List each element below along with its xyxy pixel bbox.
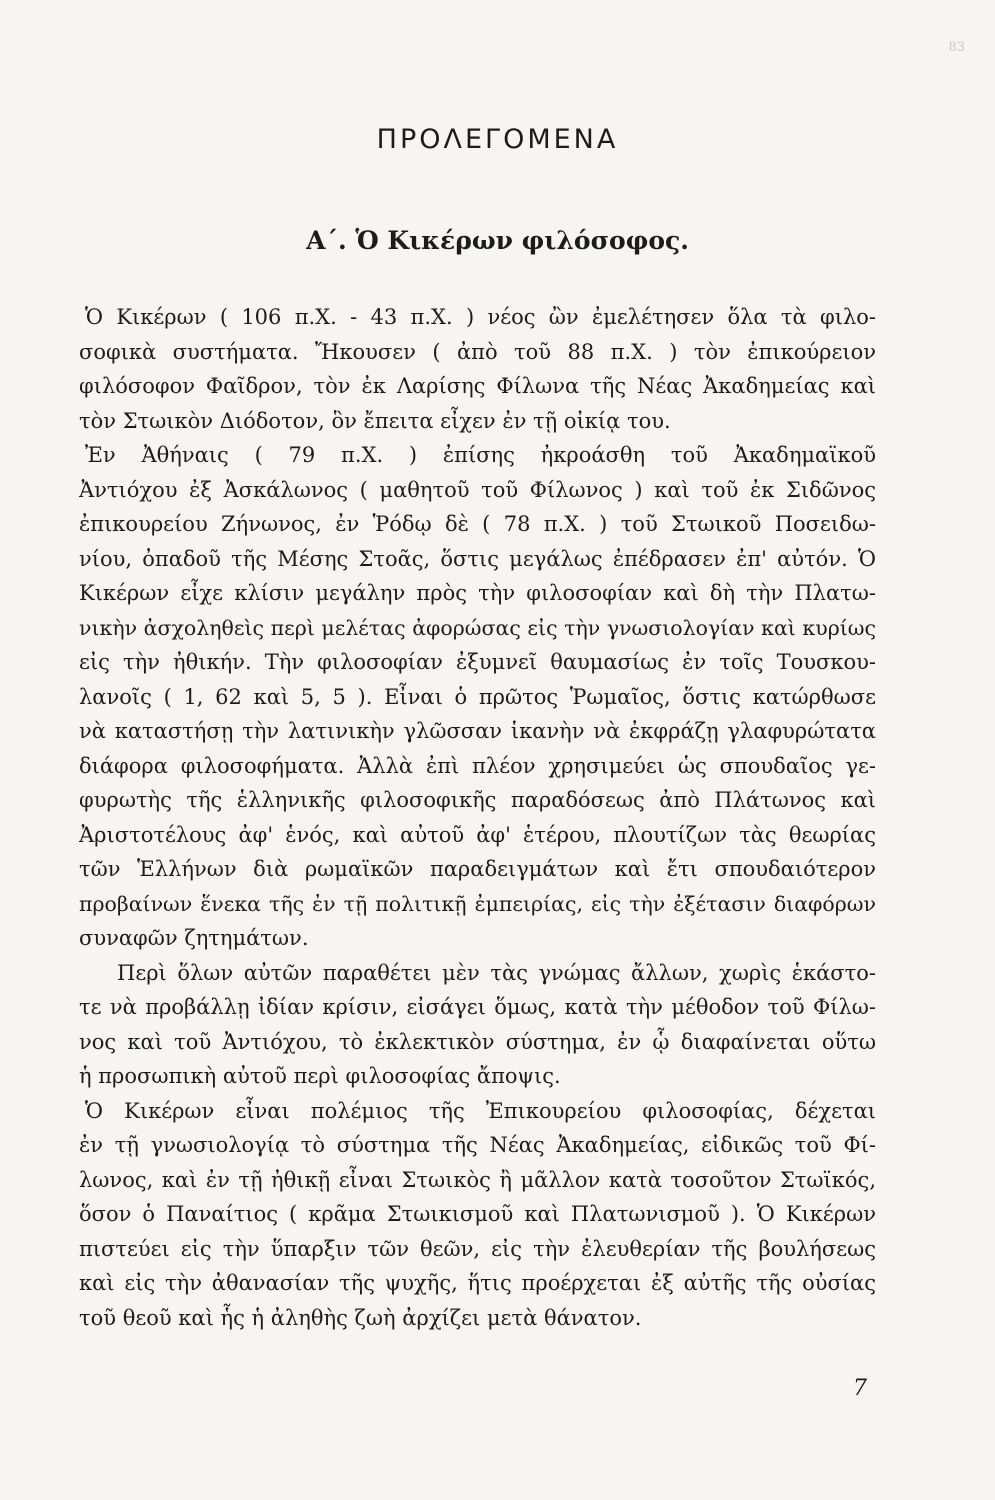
main-title: ΠΡΟΛΕΓΟΜΕΝΑ <box>376 124 619 155</box>
text-line: Περὶ ὅλων αὐτῶν παραθέτει μὲν τὰς γνώμας ἄλλων, χωρὶς ἑκάστο- <box>117 960 876 985</box>
text-line: Κικέρων εἶχε κλίσιν μεγάλην πρὸς τὴν φιλοσοφίαν καὶ δὴ τὴν Πλατω- <box>79 581 876 605</box>
text-line: Ἐν Ἀθήναις ( 79 π.Χ. ) ἐπίσης ἠκροάσθη τοῦ Ἀκαδημαϊκοῦ <box>85 443 876 467</box>
body-text <box>79 300 876 1335</box>
text-line: ἐπικουρείου Ζήνωνος, ἐν Ῥόδῳ δὲ ( 78 π.Χ. ) τοῦ Στωικοῦ Ποσειδω- <box>79 512 876 536</box>
text-line: καὶ εἰς τὴν ἀθανασίαν τῆς ψυχῆς, ἥτις προέρχεται ἐξ αὐτῆς τῆς οὐσίας <box>79 1271 876 1295</box>
text-line: τε νὰ προβάλλῃ ἰδίαν κρίσιν, εἰσάγει ὅμως, κατὰ τὴν μέθοδον τοῦ Φίλω- <box>79 995 876 1019</box>
text-line: νίου, ὀπαδοῦ τῆς Μέσης Στοᾶς, ὅστις μεγάλως ἐπέδρασεν ἐπ' αὐτόν. Ὁ <box>79 546 876 571</box>
text-line: τοῦ θεοῦ καὶ ἧς ἡ ἀληθὴς ζωὴ ἀρχίζει μετὰ θάνατον. <box>79 1305 642 1330</box>
text-line: ἡ προσωπικὴ αὐτοῦ περὶ φιλοσοφίας ἄποψις. <box>79 1064 561 1088</box>
text-line: φυρωτὴς τῆς ἑλληνικῆς φιλοσοφικῆς παραδόσεως ἀπὸ Πλάτωνος καὶ <box>79 788 876 812</box>
text-line: Ἀντιόχου ἐξ Ἀσκάλωνος ( μαθητοῦ τοῦ Φίλωνος ) καὶ τοῦ ἐκ Σιδῶνος <box>79 477 876 502</box>
text-line: Ἀριστοτέλους ἀφ' ἑνός, καὶ αὐτοῦ ἀφ' ἑτέρου, πλουτίζων τὰς θεωρίας <box>79 822 876 847</box>
text-line: νος καὶ τοῦ Ἀντιόχου, τὸ ἐκλεκτικὸν σύστημα, ἐν ᾧ διαφαίνεται οὕτω <box>79 1029 876 1054</box>
faded-corner-page-mark: 83 <box>948 40 965 55</box>
text-line: Ὁ Κικέρων εἶναι πολέμιος τῆς Ἐπικουρείου φιλοσοφίας, δέχεται <box>85 1098 876 1123</box>
text-line: τῶν Ἑλλήνων διὰ ρωμαϊκῶν παραδειγμάτων καὶ ἔτι σπουδαιότερον <box>79 857 876 881</box>
text-line: ἐν τῇ γνωσιολογίᾳ τὸ σύστημα τῆς Νέας Ἀκαδημείας, εἰδικῶς τοῦ Φί- <box>79 1133 876 1157</box>
text-line: προβαίνων ἕνεκα τῆς ἐν τῇ πολιτικῇ ἐμπειρίας, εἰς τὴν ἐξέτασιν διαφόρων <box>79 891 876 916</box>
page-number: 7 <box>853 1376 867 1401</box>
text-line: σοφικὰ συστήματα. Ἤκουσεν ( ἀπὸ τοῦ 88 π.Χ. ) τὸν ἐπικούρειον <box>79 339 876 364</box>
text-line: συναφῶν ζητημάτων. <box>79 926 309 950</box>
text-line: λωνος, καὶ ἐν τῇ ἠθικῇ εἶναι Στωικὸς ἢ μᾶλλον κατὰ τοσοῦτον Στωϊκός, <box>79 1167 876 1192</box>
text-line: εἰς τὴν ἠθικήν. Τὴν φιλοσοφίαν ἐξυμνεῖ θαυμασίως ἐν τοῖς Τουσκου- <box>79 650 876 674</box>
text-line: νὰ καταστήσῃ τὴν λατινικὴν γλῶσσαν ἱκανὴν νὰ ἐκφράζῃ γλαφυρώτατα <box>79 719 876 743</box>
text-line: διάφορα φιλοσοφήματα. Ἀλλὰ ἐπὶ πλέον χρησιμεύει ὡς σπουδαῖος γε- <box>79 753 876 778</box>
text-line: τὸν Στωικὸν Διόδοτον, ὃν ἔπειτα εἶχεν ἐν τῇ οἰκίᾳ του. <box>79 408 671 433</box>
text-line: πιστεύει εἰς τὴν ὕπαρξιν τῶν θεῶν, εἰς τὴν ἐλευθερίαν τῆς βουλήσεως <box>79 1236 876 1261</box>
text-line: νικὴν ἀσχοληθεὶς περὶ μελέτας ἀφορώσας εἰς τὴν γνωσιολογίαν καὶ κυρίως <box>79 615 876 640</box>
text-line: Ὁ Κικέρων ( 106 π.Χ. - 43 π.Χ. ) νέος ὢν ἐμελέτησεν ὅλα τὰ φιλο- <box>85 305 876 329</box>
text-line: ὅσον ὁ Παναίτιος ( κρᾶμα Στωικισμοῦ καὶ Πλατωνισμοῦ ). Ὁ Κικέρων <box>79 1202 876 1226</box>
text-line: λανοῖς ( 1, 62 καὶ 5, 5 ). Εἶναι ὁ πρῶτος Ῥωμαῖος, ὅστις κατώρθωσε <box>79 684 876 709</box>
section-title: Α΄. Ὁ Κικέρων φιλόσοφος. <box>306 226 689 255</box>
text-line: φιλόσοφον Φαῖδρον, τὸν ἐκ Λαρίσης Φίλωνα τῆς Νέας Ἀκαδημείας καὶ <box>79 374 876 398</box>
